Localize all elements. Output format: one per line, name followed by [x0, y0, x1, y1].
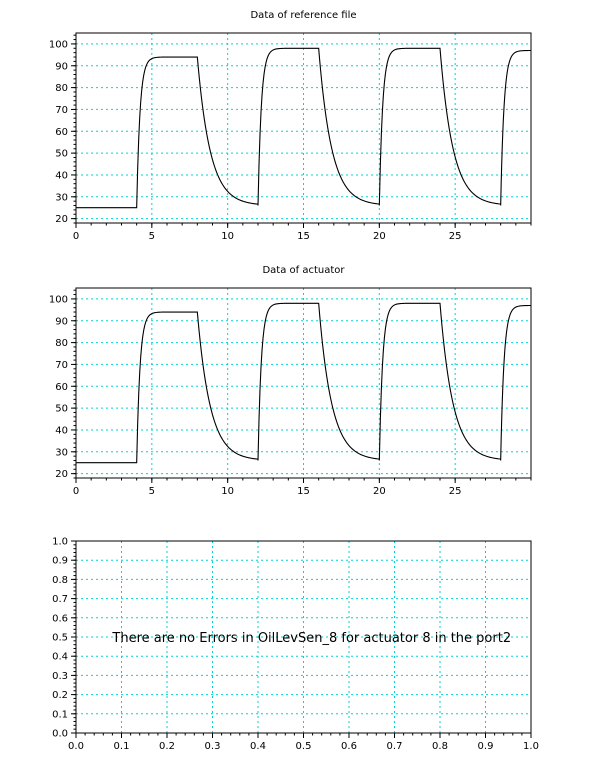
- chart-title: Data of reference file: [250, 10, 357, 21]
- x-tick-label: 25: [448, 231, 462, 242]
- x-tick-label: 20: [372, 486, 386, 497]
- y-tick-label: 0.3: [52, 670, 68, 682]
- x-tick-label: 5: [148, 231, 156, 242]
- y-tick-label: 50: [55, 403, 68, 415]
- y-tick-label: 70: [55, 359, 68, 371]
- x-tick-label: 15: [297, 231, 310, 242]
- y-tick-label: 1.0: [52, 536, 68, 548]
- x-tick-label: 0.9: [477, 741, 494, 752]
- y-tick-label: 0.4: [52, 651, 68, 663]
- y-tick-label: 70: [55, 104, 68, 116]
- y-tick-label: 0.2: [52, 690, 68, 702]
- x-tick-label: 10: [221, 231, 235, 242]
- y-tick-label: 0.8: [52, 574, 68, 586]
- y-tick-label: 80: [55, 338, 68, 350]
- y-tick-label: 0.5: [52, 632, 68, 644]
- x-tick-label: 5: [148, 486, 156, 497]
- x-tick-label: 1.0: [523, 741, 539, 752]
- x-tick-label: 0: [72, 231, 80, 242]
- chart-title: Data of actuator: [262, 265, 345, 276]
- y-tick-label: 0.1: [52, 709, 68, 721]
- x-tick-label: 0.4: [250, 741, 266, 752]
- chart-panel-3: [52, 537, 539, 753]
- x-tick-label: 15: [297, 486, 310, 497]
- y-tick-label: 0.9: [52, 555, 68, 567]
- status-message: There are no Errors in OilLevSen_8 for actuator 8 in the port2: [112, 631, 512, 646]
- y-tick-label: 0.6: [52, 613, 68, 625]
- x-tick-label: 0.8: [432, 741, 448, 752]
- y-tick-label: 0.7: [52, 594, 68, 606]
- x-tick-label: 20: [372, 231, 386, 242]
- y-tick-label: 0.0: [52, 728, 68, 740]
- y-tick-label: 30: [55, 192, 68, 204]
- y-tick-label: 80: [55, 83, 68, 95]
- x-tick-label: 0.1: [113, 741, 130, 752]
- y-tick-label: 100: [48, 39, 68, 51]
- y-tick-label: 60: [55, 381, 68, 393]
- y-tick-label: 20: [55, 214, 68, 226]
- y-tick-label: 40: [55, 170, 68, 182]
- y-tick-label: 90: [55, 61, 68, 73]
- y-tick-label: 100: [48, 294, 68, 306]
- x-tick-label: 10: [221, 486, 235, 497]
- chart-panel-2: [49, 265, 531, 497]
- x-tick-label: 0.7: [386, 741, 403, 752]
- x-tick-label: 0.2: [159, 741, 175, 752]
- chart-panel-1: [49, 10, 531, 242]
- x-tick-label: 0.5: [295, 741, 312, 752]
- y-tick-label: 40: [55, 425, 68, 437]
- x-tick-label: 0.6: [341, 741, 357, 752]
- y-tick-label: 60: [55, 126, 68, 138]
- x-tick-label: 0: [72, 486, 80, 497]
- y-tick-label: 30: [55, 447, 68, 459]
- x-tick-label: 0.3: [204, 741, 221, 752]
- x-tick-label: 0.0: [68, 741, 84, 752]
- x-tick-label: 25: [448, 486, 462, 497]
- y-tick-label: 20: [55, 469, 68, 481]
- y-tick-label: 50: [55, 148, 68, 160]
- y-tick-label: 90: [55, 316, 68, 328]
